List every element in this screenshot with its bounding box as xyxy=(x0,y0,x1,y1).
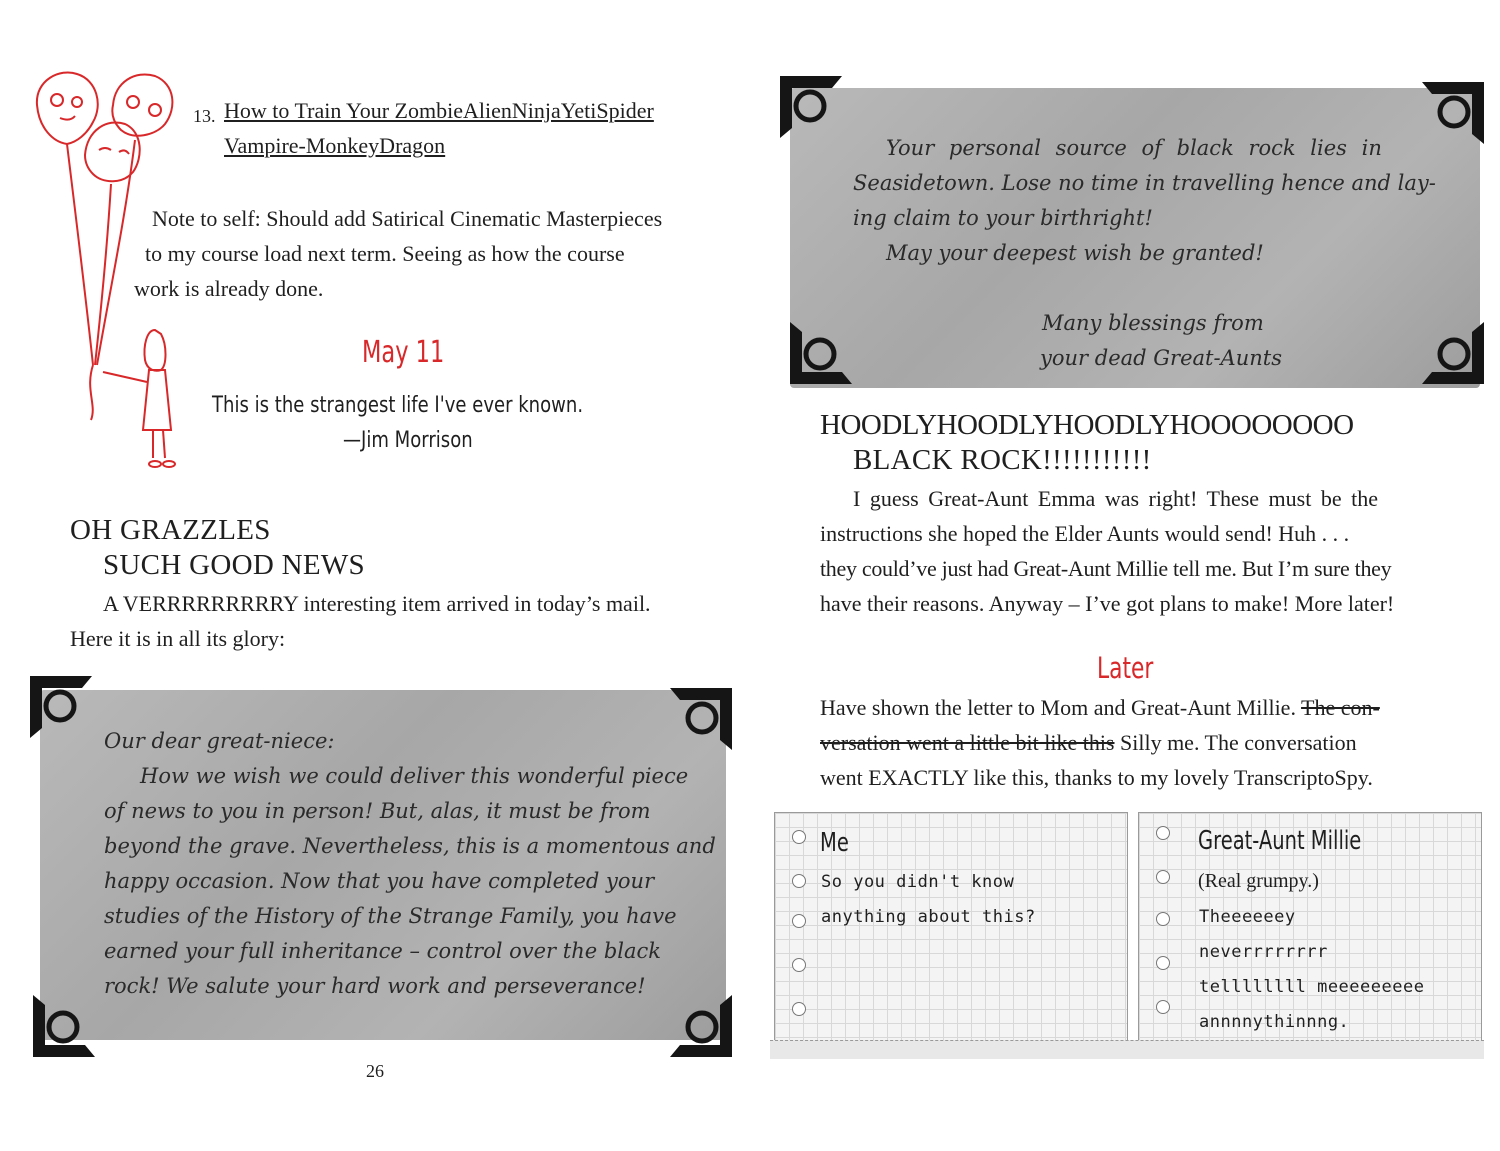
transcript-aunt-line1: (Real grumpy.) xyxy=(1198,870,1319,892)
right-para1-line1: I guess Great-Aunt Emma was right! These must be the xyxy=(853,486,1378,511)
left-para-line1: A VERRRRRRRRRY interesting item arrived in today’s mail. xyxy=(103,591,651,616)
quote-line2: —Jim Morrison xyxy=(343,428,473,453)
punch-hole xyxy=(792,1002,806,1016)
right-letter-line1: Your personal source of black rock lies in xyxy=(886,136,1382,160)
right-para1-line3: they could’ve just had Great-Aunt Millie tell me. But I’m sure they xyxy=(820,556,1392,581)
transcript-me-label: Me xyxy=(820,828,849,858)
para2-text: Have shown the letter to Mom and Great-Aunt Millie. xyxy=(820,695,1302,720)
note-line3: work is already done. xyxy=(134,276,324,301)
right-para2-line3: went EXACTLY like this, thanks to my lovely TranscriptoSpy. xyxy=(820,765,1373,790)
left-letter-line8: rock! We salute your hard work and perseverance! xyxy=(104,974,646,998)
right-letter-line6: your dead Great-Aunts xyxy=(1040,346,1282,370)
right-heading-line2: BLACK ROCK!!!!!!!!!!! xyxy=(853,444,1152,476)
para2-text: Silly me. The conversation xyxy=(1114,730,1357,755)
left-letter-line3: of news to you in person! But, alas, it must be from xyxy=(104,799,651,823)
right-letter-line4: May your deepest wish be granted! xyxy=(886,241,1264,265)
right-heading-line1: HOODLYHOODLYHOODLYHOOOOOOOO xyxy=(820,409,1354,441)
list-item-line2: Vampire-MonkeyDragon xyxy=(224,133,446,158)
ornate-corner-icon xyxy=(1412,74,1492,154)
list-item-line1: How to Train Your ZombieAlienNinjaYetiSpider xyxy=(224,98,654,123)
birthright-letter xyxy=(790,88,1480,388)
later-heading: Later xyxy=(1097,651,1154,685)
quote-line1: This is the strangest life I've ever known. xyxy=(212,393,584,418)
right-para1-line2: instructions she hoped the Elder Aunts would send! Huh . . . xyxy=(820,521,1350,546)
left-letter-line7: earned your full inheritance – control over the black xyxy=(104,939,662,963)
date-heading-may-11: May 11 xyxy=(362,335,445,370)
left-letter-line1: Our dear great-niece: xyxy=(104,729,335,753)
right-para1-line4: have their reasons. Anyway – I’ve got plans to make! More later! xyxy=(820,591,1395,616)
punch-hole xyxy=(792,958,806,972)
punch-hole xyxy=(1156,912,1170,926)
ornate-corner-icon xyxy=(1412,312,1492,392)
punch-hole xyxy=(792,874,806,888)
torn-edge xyxy=(770,1040,1484,1059)
transcript-aunt-label: Great-Aunt Millie xyxy=(1198,826,1362,856)
page-number: 26 xyxy=(366,1061,384,1081)
right-letter-line2: Seasidetown. Lose no time in travelling hence and lay- xyxy=(853,171,1436,195)
right-letter-line5: Many blessings from xyxy=(1042,311,1264,335)
note-line1: Note to self: Should add Satirical Cinematic Masterpieces xyxy=(152,206,663,231)
note-line2: to my course load next term. Seeing as how the course xyxy=(145,241,625,266)
punch-hole xyxy=(1156,956,1170,970)
left-letter-line2: How we wish we could deliver this wonderful piece xyxy=(140,764,689,788)
left-letter-line5: happy occasion. Now that you have completed your xyxy=(104,869,655,893)
punch-hole xyxy=(1156,1000,1170,1014)
struck-text: versation went a little bit like this xyxy=(820,730,1115,755)
list-number: 13. xyxy=(193,106,216,126)
punch-hole xyxy=(792,914,806,928)
left-heading-line1: OH GRAZZLES xyxy=(70,514,271,546)
transcript-aunt-line2: Theeeeeey xyxy=(1199,907,1296,927)
left-letter-line6: studies of the History of the Strange Family, you have xyxy=(104,904,677,928)
ornate-corner-icon xyxy=(22,668,102,748)
ornate-corner-icon xyxy=(772,68,852,148)
right-para2-line1 xyxy=(820,690,1380,725)
ornate-corner-icon xyxy=(782,312,862,392)
ornate-corner-icon xyxy=(660,680,740,760)
list-item-13 xyxy=(193,102,216,128)
punch-hole xyxy=(1156,870,1170,884)
right-letter-line3: ing claim to your birthright! xyxy=(853,206,1153,230)
transcript-aunt-line4: tellllllll meeeeeeeee xyxy=(1199,977,1425,997)
punch-hole xyxy=(792,830,806,844)
transcript-aunt-line3: neverrrrrrrr xyxy=(1199,942,1328,962)
punch-hole xyxy=(1156,826,1170,840)
left-para-line2: Here it is in all its glory: xyxy=(70,626,286,651)
ornate-corner-icon xyxy=(660,985,740,1065)
struck-text: The con- xyxy=(1301,695,1380,720)
transcript-me-line2: anything about this? xyxy=(821,907,1036,927)
transcript-me-line1: So you didn't know xyxy=(821,872,1015,892)
left-letter-line4: beyond the grave. Nevertheless, this is a momentous and xyxy=(104,834,716,858)
left-heading-line2: SUCH GOOD NEWS xyxy=(103,549,365,581)
ornate-corner-icon xyxy=(25,985,105,1065)
right-para2-line2 xyxy=(820,725,1357,760)
transcript-aunt-line5: annnnythinnng. xyxy=(1199,1012,1350,1032)
